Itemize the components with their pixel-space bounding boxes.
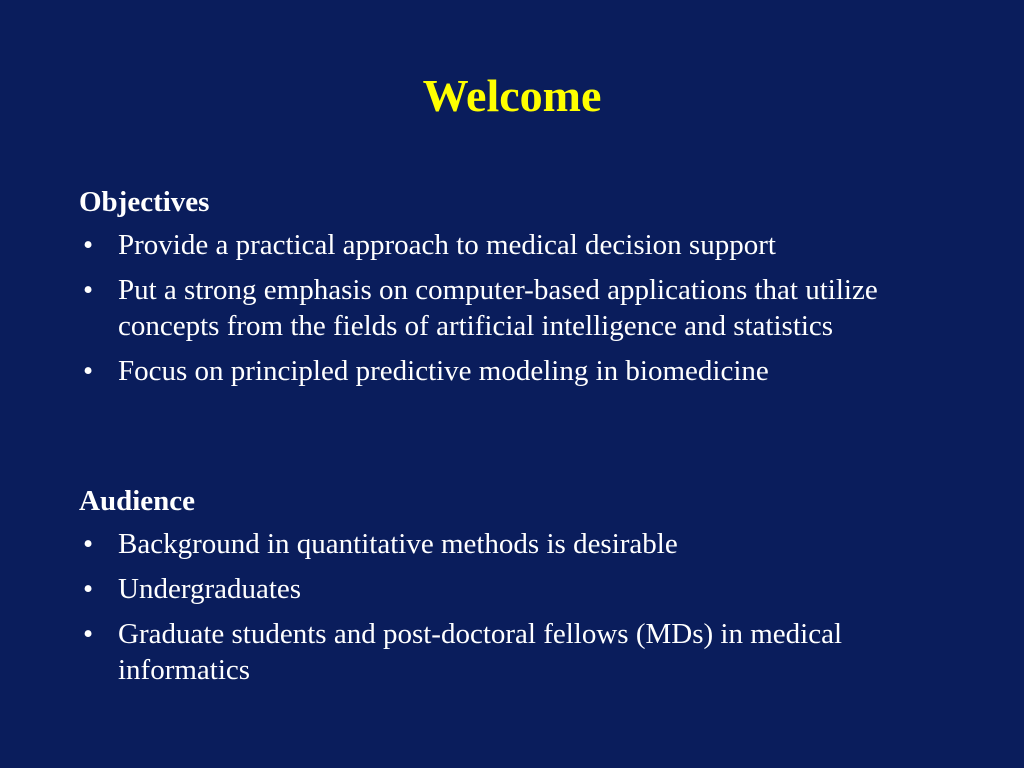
bullet-icon: • <box>83 573 94 605</box>
slide-title: Welcome <box>422 70 602 121</box>
audience-text: Graduate students and post-doctoral fellows (MDs) in medical informatics <box>118 618 843 686</box>
objectives-section <box>79 183 979 398</box>
list-item <box>79 227 978 263</box>
audience-text: Undergraduates <box>118 573 302 605</box>
list-item <box>79 526 978 562</box>
objectives-list <box>79 227 979 389</box>
objective-text: Provide a practical approach to medical decision support <box>118 229 776 261</box>
bullet-icon: • <box>83 229 94 261</box>
objective-text: Focus on principled predictive modeling in biomedicine <box>118 355 769 387</box>
audience-text: Background in quantitative methods is desirable <box>118 528 678 560</box>
audience-section <box>79 482 979 697</box>
bullet-icon: • <box>83 355 94 387</box>
list-item <box>79 353 978 389</box>
list-item <box>79 272 978 344</box>
objectives-heading: Objectives <box>79 186 210 218</box>
bullet-icon: • <box>83 274 94 306</box>
bullet-icon: • <box>83 528 94 560</box>
list-item <box>79 616 978 688</box>
objective-text: Put a strong emphasis on computer-based applications that utilize concepts from the fields of artificial intelligence and statistics <box>118 274 878 342</box>
audience-list <box>79 526 979 688</box>
bullet-icon: • <box>83 618 94 650</box>
audience-heading: Audience <box>79 485 195 517</box>
list-item <box>79 571 978 607</box>
